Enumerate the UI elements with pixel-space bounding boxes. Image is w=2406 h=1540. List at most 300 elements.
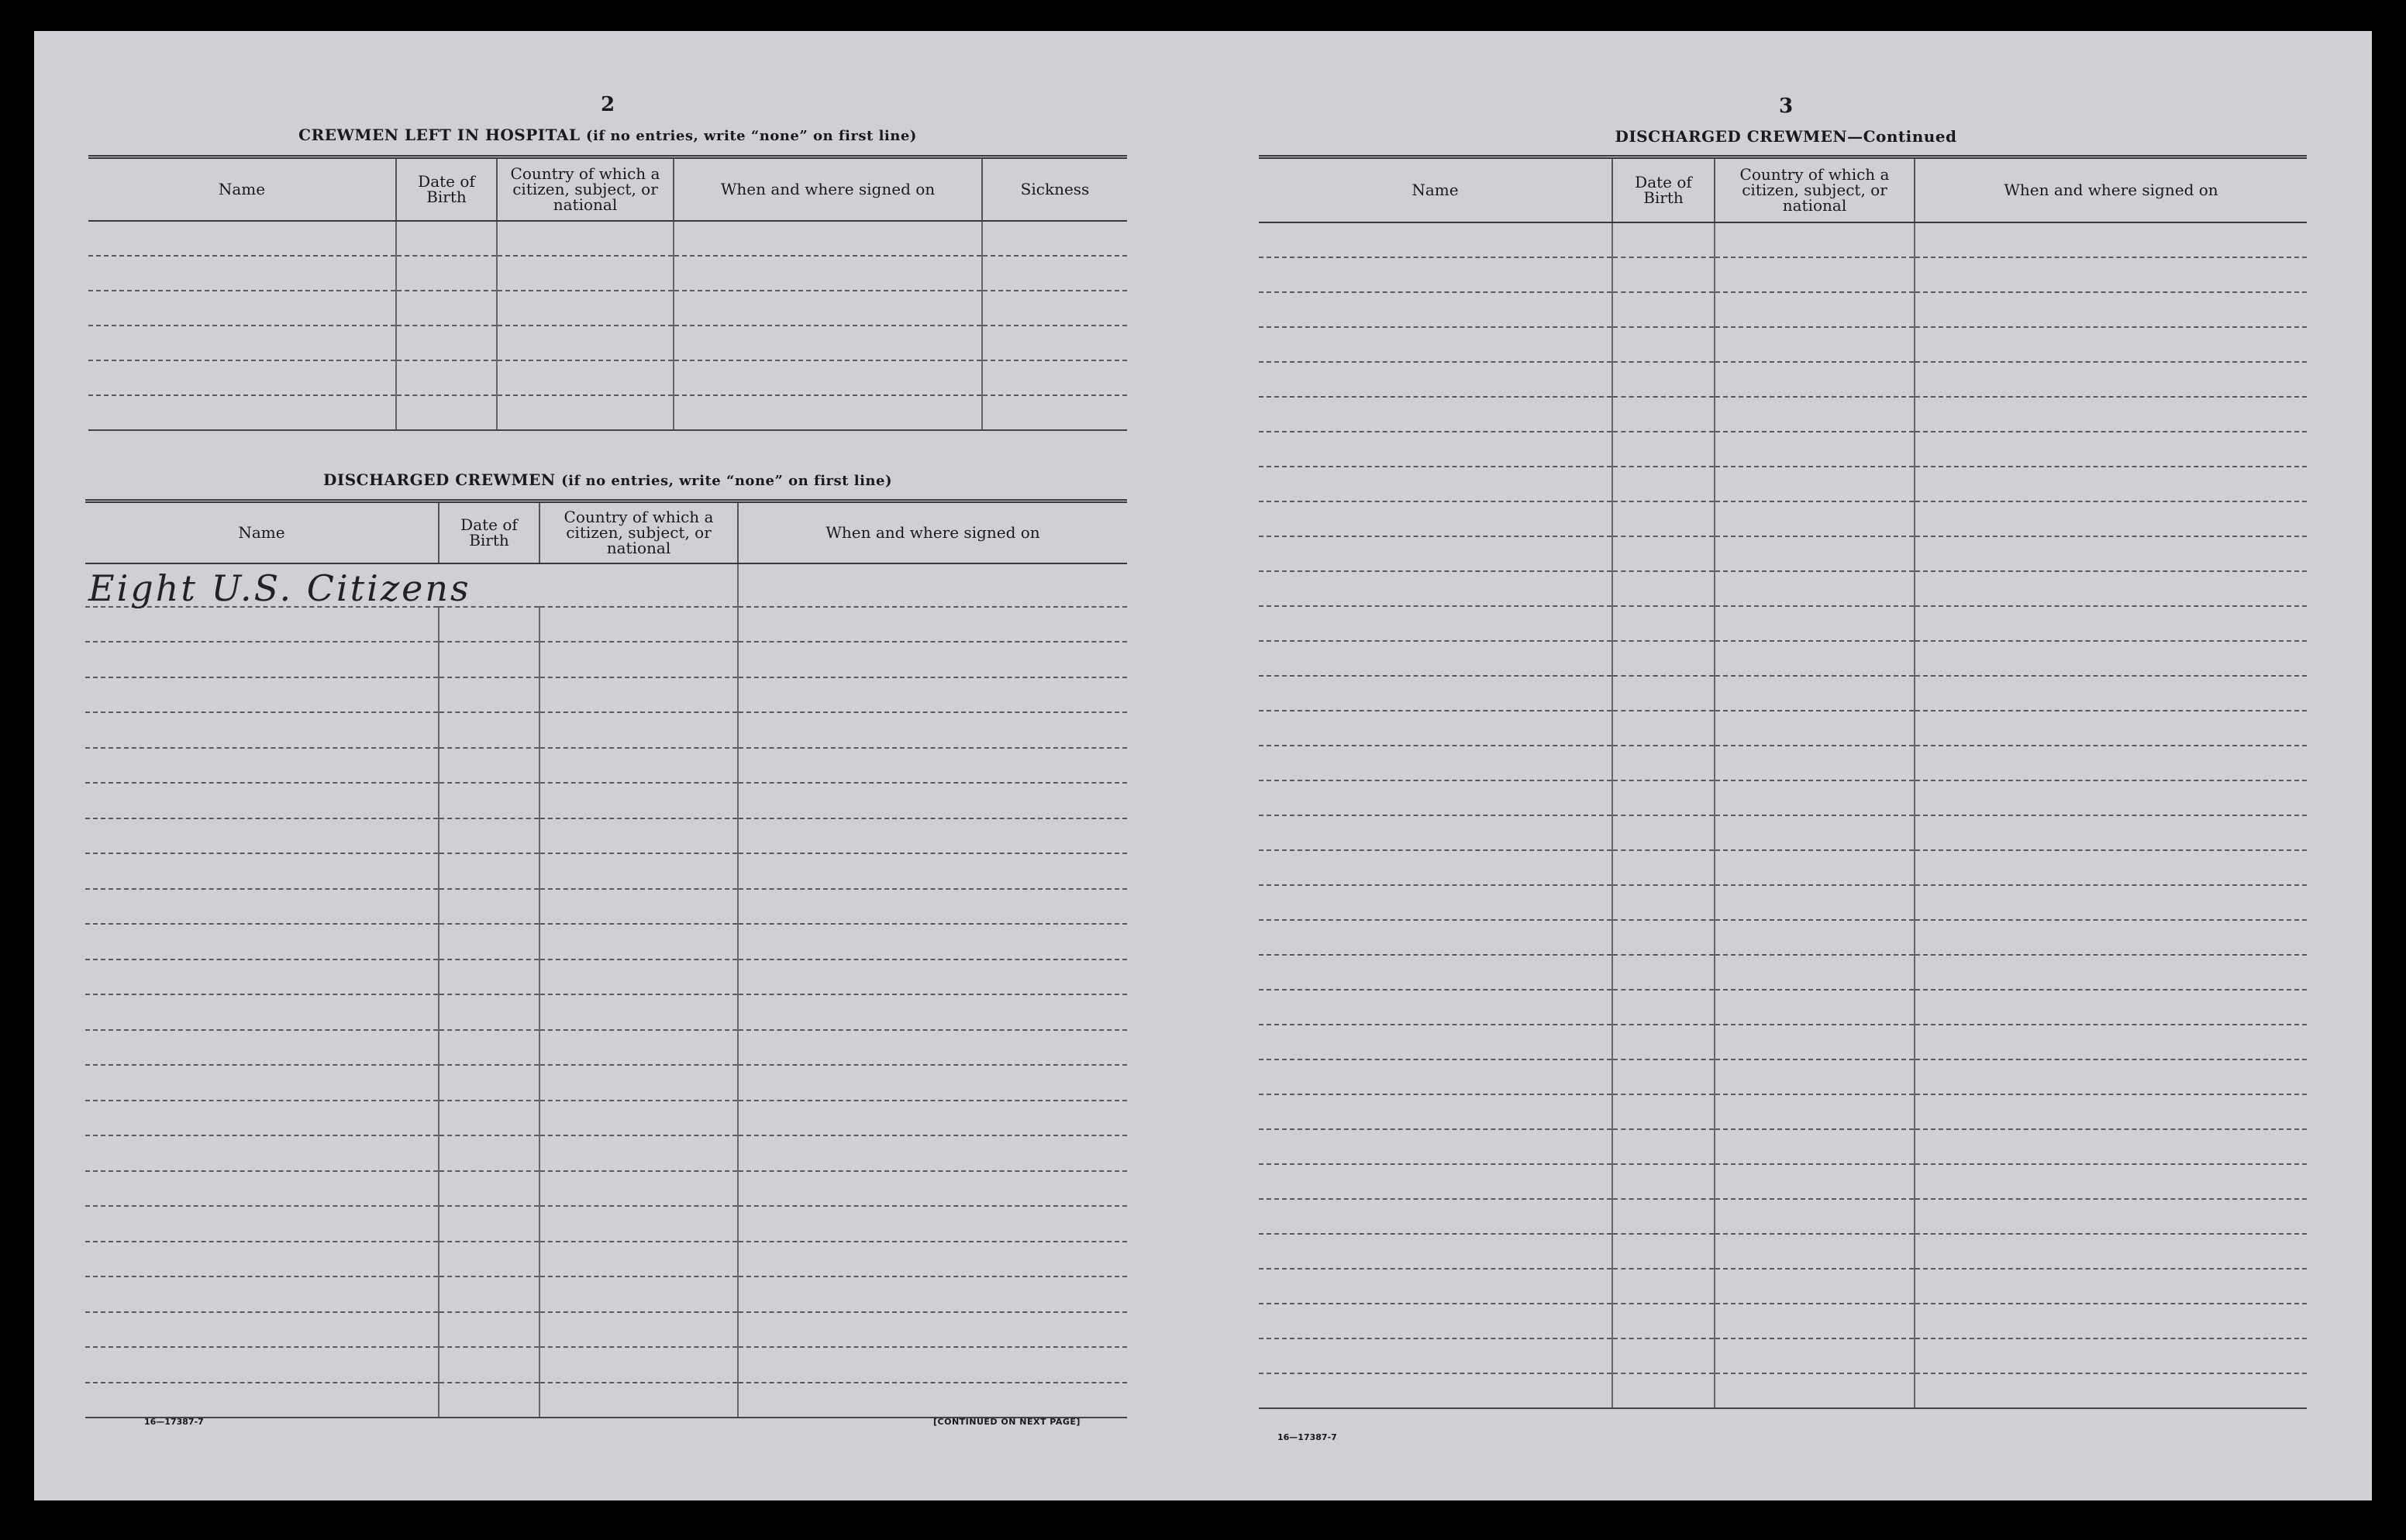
table-cell (738, 818, 1127, 854)
table-row (85, 853, 1127, 889)
table-cell (1915, 571, 2307, 606)
table-cell (1259, 571, 1612, 606)
table-row (88, 256, 1127, 291)
table-cell (1915, 432, 2307, 467)
table-cell (1715, 1338, 1915, 1373)
table-cell (439, 1347, 539, 1383)
table-cell (1259, 850, 1612, 885)
table-row (85, 1065, 1127, 1101)
table-cell (439, 889, 539, 925)
table-cell (396, 360, 497, 395)
table-cell (1259, 1094, 1612, 1129)
table-cell (1715, 780, 1915, 815)
table-cell (497, 360, 674, 395)
table-cell (1612, 292, 1715, 327)
table-cell (1715, 990, 1915, 1025)
form-number: 16—17387-7 (144, 1417, 204, 1427)
col-signed-on: When and where signed on (738, 501, 1127, 563)
table-cell (1715, 1373, 1915, 1408)
table-cell (1915, 536, 2307, 571)
table-cell (1715, 1199, 1915, 1234)
table-cell (539, 1135, 738, 1171)
table-cell (1612, 641, 1715, 676)
table-cell (1715, 746, 1915, 780)
table-cell (1259, 292, 1612, 327)
table-row (85, 959, 1127, 995)
table-cell (439, 959, 539, 995)
table-cell (674, 395, 982, 430)
discharged-title: DISCHARGED CREWMEN (323, 470, 556, 489)
table-row (1259, 501, 2307, 536)
table-row (88, 221, 1127, 256)
table-cell (738, 607, 1127, 643)
table-cell (439, 818, 539, 854)
hospital-header-row (88, 157, 1127, 221)
table-cell (439, 994, 539, 1030)
table-cell (1915, 1094, 2307, 1129)
table-cell (1612, 746, 1715, 780)
table-cell (1612, 1304, 1715, 1338)
table-cell (738, 853, 1127, 889)
table-cell (1915, 606, 2307, 641)
table-cell (1715, 1129, 1915, 1164)
table-cell (85, 1065, 439, 1101)
table-cell (1715, 641, 1915, 676)
table-cell (1915, 1059, 2307, 1094)
table-cell (1915, 746, 2307, 780)
table-cell (1915, 1234, 2307, 1269)
table-cell (1259, 467, 1612, 501)
table-cell (85, 607, 439, 643)
table-cell (85, 712, 439, 748)
table-cell (539, 1206, 738, 1242)
table-cell (1259, 955, 1612, 990)
table-cell (439, 853, 539, 889)
table-cell (1715, 1059, 1915, 1094)
table-cell (439, 1171, 539, 1207)
table-cell (539, 818, 738, 854)
table-cell (1259, 327, 1612, 362)
table-cell (1715, 606, 1915, 641)
table-cell (1612, 990, 1715, 1025)
table-cell (1915, 222, 2307, 257)
table-cell (1259, 397, 1612, 432)
table-cell (396, 326, 497, 360)
table-cell (88, 326, 396, 360)
table-cell (738, 1101, 1127, 1136)
table-cell (1915, 1129, 2307, 1164)
table-cell (674, 360, 982, 395)
table-cell (1612, 1129, 1715, 1164)
table-cell (1915, 1164, 2307, 1199)
table-cell (1259, 885, 1612, 920)
table-cell (539, 607, 738, 643)
table-cell (1715, 536, 1915, 571)
table-cell (1612, 1373, 1715, 1408)
table-cell (1915, 501, 2307, 536)
table-cell (439, 1312, 539, 1348)
table-row (88, 395, 1127, 430)
table-cell (1259, 920, 1612, 955)
hospital-section-title (88, 126, 1127, 144)
table-cell (497, 395, 674, 430)
table-cell (1259, 1269, 1612, 1304)
col-name: Name (88, 157, 396, 221)
table-cell (439, 642, 539, 677)
table-row (85, 1347, 1127, 1383)
table-cell (1715, 1234, 1915, 1269)
table-cell (1715, 815, 1915, 850)
col-signed-on: When and where signed on (674, 157, 982, 221)
table-cell (1259, 676, 1612, 711)
table-cell (1715, 327, 1915, 362)
table-cell (85, 748, 439, 784)
table-cell (539, 1312, 738, 1348)
table-cell (1612, 501, 1715, 536)
table-cell (1915, 955, 2307, 990)
table-cell (439, 712, 539, 748)
table-cell (539, 1242, 738, 1277)
table-cell (1259, 1199, 1612, 1234)
table-cell (85, 853, 439, 889)
table-row (85, 1312, 1127, 1348)
table-cell (88, 360, 396, 395)
col-sickness: Sickness (982, 157, 1127, 221)
table-cell (1915, 711, 2307, 746)
table-row (1259, 1373, 2307, 1408)
table-cell (1915, 1269, 2307, 1304)
table-cell (539, 889, 738, 925)
table-row (1259, 955, 2307, 990)
table-cell (396, 291, 497, 326)
table-row (85, 712, 1127, 748)
table-row (1259, 641, 2307, 676)
table-cell (1259, 746, 1612, 780)
table-cell (1259, 1059, 1612, 1094)
table-cell (1915, 362, 2307, 397)
table-row (85, 1030, 1127, 1066)
table-cell (88, 221, 396, 256)
table-cell (1259, 780, 1612, 815)
table-cell (539, 1065, 738, 1101)
table-cell (85, 1242, 439, 1277)
discharged-header-row (85, 501, 1127, 563)
table-row (1259, 362, 2307, 397)
table-row (1259, 1338, 2307, 1373)
table-row (1259, 1129, 2307, 1164)
page-number: 3 (1778, 95, 1794, 118)
table-cell (539, 642, 738, 677)
table-cell (1612, 1059, 1715, 1094)
table-cell (1715, 571, 1915, 606)
table-cell (1915, 1199, 2307, 1234)
table-row (1259, 222, 2307, 257)
table-cell (1915, 327, 2307, 362)
signed-on-cell (738, 563, 1127, 607)
page-number: 2 (600, 93, 615, 116)
table-cell (439, 1030, 539, 1066)
table-cell (738, 1347, 1127, 1383)
table-row (1259, 1025, 2307, 1059)
table-cell (497, 291, 674, 326)
col-date-of-birth: Date of Birth (1612, 157, 1715, 222)
table-cell (738, 924, 1127, 959)
table-cell (539, 748, 738, 784)
col-name: Name (1259, 157, 1612, 222)
table-row (85, 889, 1127, 925)
document-sheet (34, 31, 2372, 1500)
table-row (85, 1276, 1127, 1312)
table-row (85, 1135, 1127, 1171)
table-cell (1612, 885, 1715, 920)
table-row (1259, 1059, 2307, 1094)
table-row (1259, 746, 2307, 780)
table-cell (1915, 397, 2307, 432)
table-cell (85, 642, 439, 677)
table-cell (738, 1276, 1127, 1312)
table-row (1259, 292, 2307, 327)
table-cell (85, 994, 439, 1030)
table-row (1259, 1164, 2307, 1199)
table-cell (1715, 1094, 1915, 1129)
table-row (1259, 257, 2307, 292)
table-cell (439, 677, 539, 713)
table-row (88, 326, 1127, 360)
table-cell (1612, 815, 1715, 850)
table-row (1259, 467, 2307, 501)
table-cell (85, 1276, 439, 1312)
table-cell (1915, 815, 2307, 850)
table-row (85, 677, 1127, 713)
table-cell (1612, 850, 1715, 885)
table-cell (1259, 432, 1612, 467)
table-cell (738, 1206, 1127, 1242)
discharged-continued-title: DISCHARGED CREWMEN—Continued (1615, 127, 1957, 146)
table-cell (1612, 1199, 1715, 1234)
table-cell (1259, 1304, 1612, 1338)
table-cell (1612, 467, 1715, 501)
table-cell (497, 256, 674, 291)
table-cell (1715, 222, 1915, 257)
table-cell (439, 1135, 539, 1171)
table-row (1259, 1234, 2307, 1269)
table-cell (439, 1276, 539, 1312)
table-cell (1612, 1164, 1715, 1199)
table-cell (1715, 1025, 1915, 1059)
table-row (1259, 711, 2307, 746)
col-date-of-birth: Date of Birth (439, 501, 539, 563)
table-cell (439, 1383, 539, 1418)
table-cell (1259, 257, 1612, 292)
table-cell (539, 712, 738, 748)
table-cell (1915, 257, 2307, 292)
table-cell (1259, 641, 1612, 676)
table-cell (1612, 222, 1715, 257)
col-country: Country of which a citizen, subject, or national (497, 157, 674, 221)
table-row (1259, 571, 2307, 606)
table-cell (1612, 432, 1715, 467)
page-2 (88, 31, 1166, 1500)
table-cell (85, 959, 439, 995)
table-row (1259, 885, 2307, 920)
table-cell (85, 1030, 439, 1066)
table-cell (1915, 292, 2307, 327)
table-cell (539, 1171, 738, 1207)
table-cell (1915, 850, 2307, 885)
table-cell (1915, 1025, 2307, 1059)
table-cell (1259, 1164, 1612, 1199)
table-cell (1715, 955, 1915, 990)
table-cell (539, 783, 738, 818)
table-cell (539, 994, 738, 1030)
table-cell (982, 326, 1127, 360)
continued-note: [CONTINUED ON NEXT PAGE] (933, 1417, 1081, 1427)
table-cell (1612, 711, 1715, 746)
col-country: Country of which a citizen, subject, or national (539, 501, 738, 563)
table-cell (1259, 1234, 1612, 1269)
table-cell (1612, 606, 1715, 641)
table-cell (85, 1312, 439, 1348)
table-cell (539, 1101, 738, 1136)
table-cell (439, 783, 539, 818)
table-cell (1259, 815, 1612, 850)
table-row (1259, 1094, 2307, 1129)
table-cell (85, 924, 439, 959)
table-row (85, 818, 1127, 854)
table-cell (738, 1135, 1127, 1171)
discharged-continued-table (1259, 155, 2307, 1409)
table-cell (1915, 885, 2307, 920)
table-row (85, 1206, 1127, 1242)
table-row (85, 607, 1127, 643)
table-cell (439, 748, 539, 784)
table-row (1259, 920, 2307, 955)
table-cell (1259, 222, 1612, 257)
table-cell (738, 1171, 1127, 1207)
table-cell (738, 677, 1127, 713)
table-cell (1915, 1373, 2307, 1408)
table-cell (738, 889, 1127, 925)
table-cell (539, 959, 738, 995)
table-cell (88, 395, 396, 430)
table-cell (85, 677, 439, 713)
table-cell (1612, 676, 1715, 711)
table-cell (1715, 292, 1915, 327)
table-cell (1612, 920, 1715, 955)
table-row (85, 1242, 1127, 1277)
table-cell (982, 395, 1127, 430)
table-cell (1612, 327, 1715, 362)
hospital-title: CREWMEN LEFT IN HOSPITAL (298, 126, 581, 144)
table-row (1259, 676, 2307, 711)
table-cell (497, 326, 674, 360)
table-cell (738, 994, 1127, 1030)
table-cell (1915, 1304, 2307, 1338)
table-row (85, 563, 1127, 607)
table-cell (1715, 850, 1915, 885)
table-row (1259, 606, 2307, 641)
table-cell (1715, 501, 1915, 536)
col-country: Country of which a citizen, subject, or national (1715, 157, 1915, 222)
table-cell (539, 677, 738, 713)
table-row (1259, 850, 2307, 885)
table-cell (88, 291, 396, 326)
table-cell (738, 1383, 1127, 1418)
table-cell (85, 783, 439, 818)
table-cell (539, 1347, 738, 1383)
table-cell (982, 221, 1127, 256)
discharged-title-note: (if no entries, write “none” on first line) (561, 473, 892, 489)
table-cell (1915, 641, 2307, 676)
col-date-of-birth: Date of Birth (396, 157, 497, 221)
table-cell (85, 1383, 439, 1418)
table-cell (539, 924, 738, 959)
table-cell (738, 712, 1127, 748)
table-cell (982, 256, 1127, 291)
table-cell (85, 1171, 439, 1207)
table-cell (982, 360, 1127, 395)
table-cell (539, 1276, 738, 1312)
table-row (1259, 397, 2307, 432)
table-cell (1259, 711, 1612, 746)
table-cell (738, 642, 1127, 677)
table-cell (85, 889, 439, 925)
table-cell (396, 395, 497, 430)
handwritten-entry-cell (85, 563, 738, 607)
table-cell (674, 291, 982, 326)
table-cell (85, 1101, 439, 1136)
table-cell (1715, 885, 1915, 920)
table-cell (1612, 536, 1715, 571)
table-cell (1915, 990, 2307, 1025)
table-cell (1915, 676, 2307, 711)
table-cell (85, 1135, 439, 1171)
table-cell (1915, 780, 2307, 815)
page-3 (1259, 31, 2344, 1500)
table-cell (396, 256, 497, 291)
table-cell (1715, 1164, 1915, 1199)
table-cell (85, 1347, 439, 1383)
table-cell (85, 1206, 439, 1242)
table-cell (1715, 432, 1915, 467)
table-cell (1612, 780, 1715, 815)
col-name: Name (85, 501, 439, 563)
table-cell (1259, 990, 1612, 1025)
table-row (1259, 1304, 2307, 1338)
table-cell (982, 291, 1127, 326)
form-number: 16—17387-7 (1277, 1432, 1337, 1442)
table-cell (738, 1065, 1127, 1101)
table-cell (539, 1383, 738, 1418)
table-cell (1612, 257, 1715, 292)
table-cell (1715, 467, 1915, 501)
table-cell (1715, 397, 1915, 432)
table-cell (1612, 1025, 1715, 1059)
table-row (85, 924, 1127, 959)
table-cell (1715, 257, 1915, 292)
table-cell (1259, 1025, 1612, 1059)
table-cell (738, 783, 1127, 818)
table-cell (439, 607, 539, 643)
table-cell (439, 1101, 539, 1136)
table-cell (738, 1312, 1127, 1348)
handwritten-entry: Eight U.S. Citizens (88, 567, 471, 609)
table-row (1259, 990, 2307, 1025)
table-row (1259, 1199, 2307, 1234)
table-row (85, 783, 1127, 818)
table-cell (1612, 397, 1715, 432)
table-cell (439, 1206, 539, 1242)
